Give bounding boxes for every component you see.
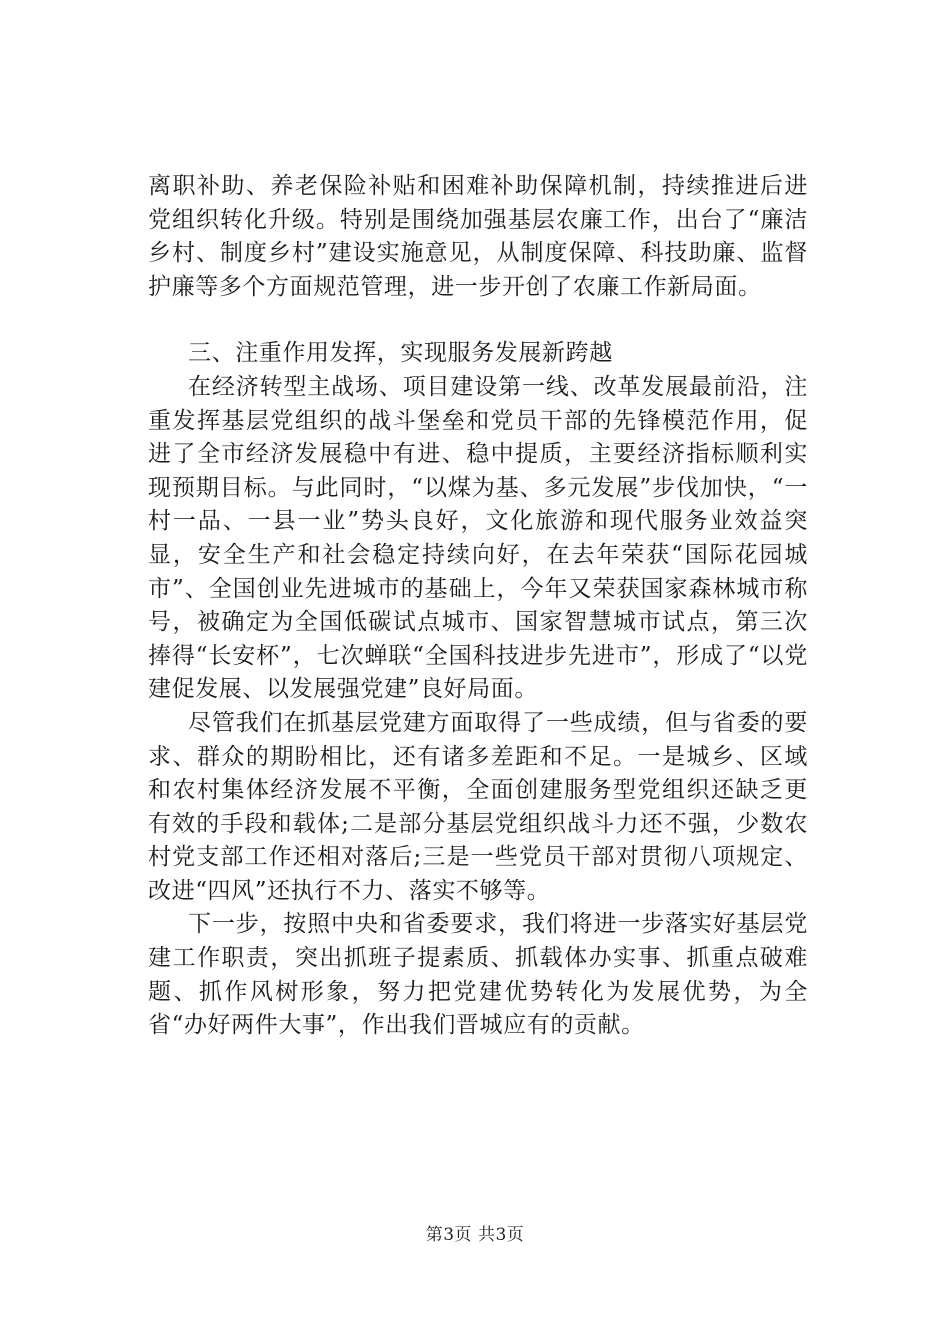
page-number-footer: 第3页 共3页 [425, 1225, 525, 1245]
section-heading: 三、注重作用发挥，实现服务发展新跨越 [188, 340, 613, 367]
document-body [148, 170, 808, 1043]
paragraph-continuation: 离职补助、养老保险补贴和困难补助保障机制，持续推进后进党组织转化升级。特别是围绕加强基层农廉工作，出台了“廉洁乡村、制度乡村”建设实施意见，从制度保障、科技助廉、监督护廉等多个方面规范管理，进一步开创了农廉工作新局面。 [148, 173, 808, 300]
paragraph-next-steps: 下一步，按照中央和省委要求，我们将进一步落实好基层党建工作职责，突出抓班子提素质、抓载体办实事、抓重点破难题、抓作风树形象，努力把党建优势转化为发展优势，为全省“办好两件大事”，作出我们晋城应有的贡献。 [148, 911, 808, 1039]
paragraph-achievements: 在经济转型主战场、项目建设第一线、改革发展最前沿，注重发挥基层党组织的战斗堡垒和党员干部的先锋模范作用，促进了全市经济发展稳中有进、稳中提质，主要经济指标顺利实现预期目标。与此同时，“以煤为基、多元发展”步伐加快，“一村一品、一县一业”势头良好，文化旅游和现代服务业效益突显，安全生产和社会稳定持续向好，在去年荣获“国际花园城市”、全国创业先进城市的基础上，今年又荣获国家森林城市称号，被确定为全国低碳试点城市、国家智慧城市试点，第三次捧得“长安杯”，七次蝉联“全国科技进步先进市”，形成了“以党建促发展、以发展强党建”良好局面。 [148, 373, 808, 703]
paragraph-shortcomings: 尽管我们在抓基层党建方面取得了一些成绩，但与省委的要求、群众的期盼相比，还有诸多差距和不足。一是城乡、区域和农村集体经济发展不平衡，全面创建服务型党组织还缺乏更有效的手段和载体;二是部分基层党组织战斗力还不强，少数农村党支部工作还相对落后;三是一些党员干部对贯彻八项规定、改进“四风”还执行不力、落实不够等。 [148, 709, 808, 904]
